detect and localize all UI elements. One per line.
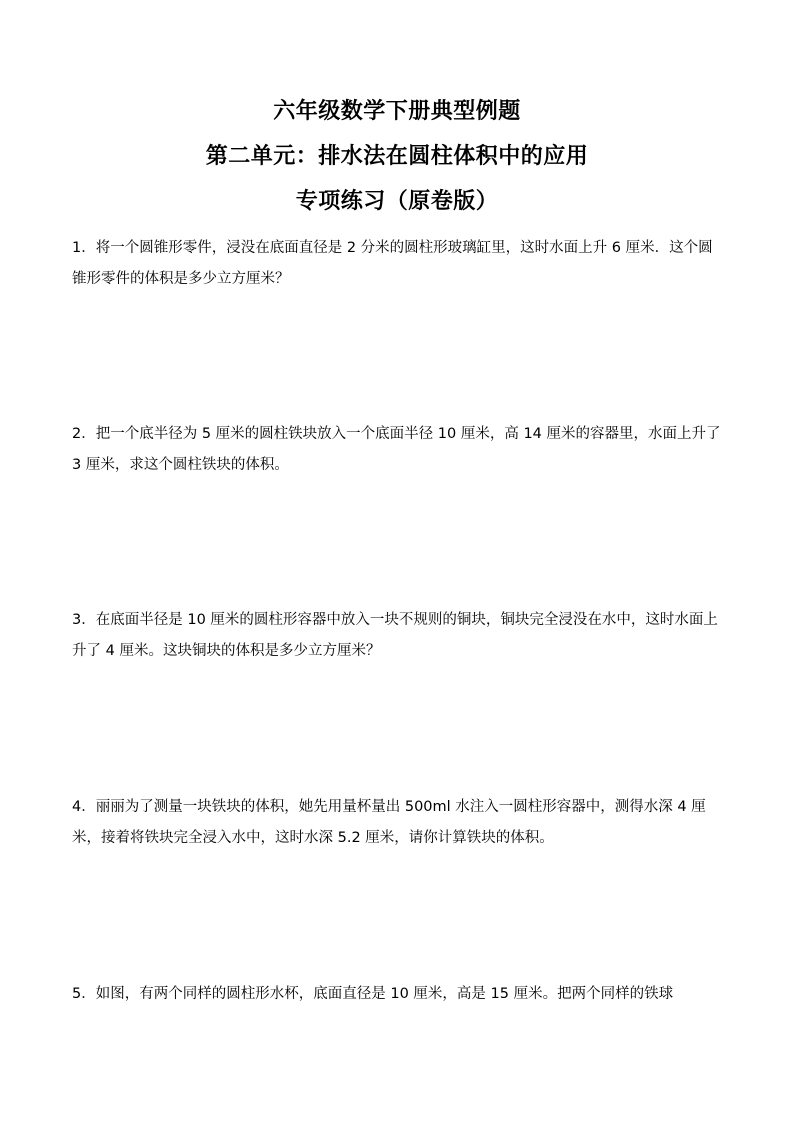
- question-text: 把一个底半径为 5 厘米的圆柱铁块放入一个底面半径 10 厘米，高 14 厘米的容器里，水面上升了 3 厘米，求这个圆柱铁块的体积。: [72, 426, 721, 473]
- question-text: 在底面半径是 10 厘米的圆柱形容器中放入一块不规则的铜块，铜块完全浸没在水中，这时水面上升了 4 厘米。这块铜块的体积是多少立方厘米？: [72, 612, 718, 659]
- document-title: 六年级数学下册典型例题: [273, 99, 521, 124]
- unit-title: 第二单元：排水法在圆柱体积中的应用: [205, 144, 589, 169]
- question-text: 丽丽为了测量一块铁块的体积，她先用量杯量出 500ml 水注入一圆柱形容器中，测得水深 4 厘米，接着将铁块完全浸入水中，这时水深 5.2 厘米，请你计算铁块的体积。: [72, 799, 706, 846]
- question-number: 4．: [72, 799, 96, 815]
- question-number: 3．: [72, 612, 96, 628]
- section-title: 专项练习（原卷版）: [295, 189, 499, 214]
- question-3: [72, 605, 722, 667]
- question-number: 5．: [72, 986, 96, 1002]
- question-2: [72, 419, 722, 481]
- question-number: 2．: [72, 426, 96, 442]
- question-text: 将一个圆锥形零件，浸没在底面直径是 2 分米的圆柱形玻璃缸里，这时水面上升 6 厘米．这个圆锥形零件的体积是多少立方厘米？: [72, 240, 713, 287]
- question-4: [72, 792, 722, 854]
- question-text: 如图，有两个同样的圆柱形水杯，底面直径是 10 厘米，高是 15 厘米。把两个同样的铁球: [95, 986, 674, 1002]
- question-1: [72, 233, 722, 295]
- question-5: [72, 979, 722, 1010]
- question-number: 1．: [72, 240, 96, 256]
